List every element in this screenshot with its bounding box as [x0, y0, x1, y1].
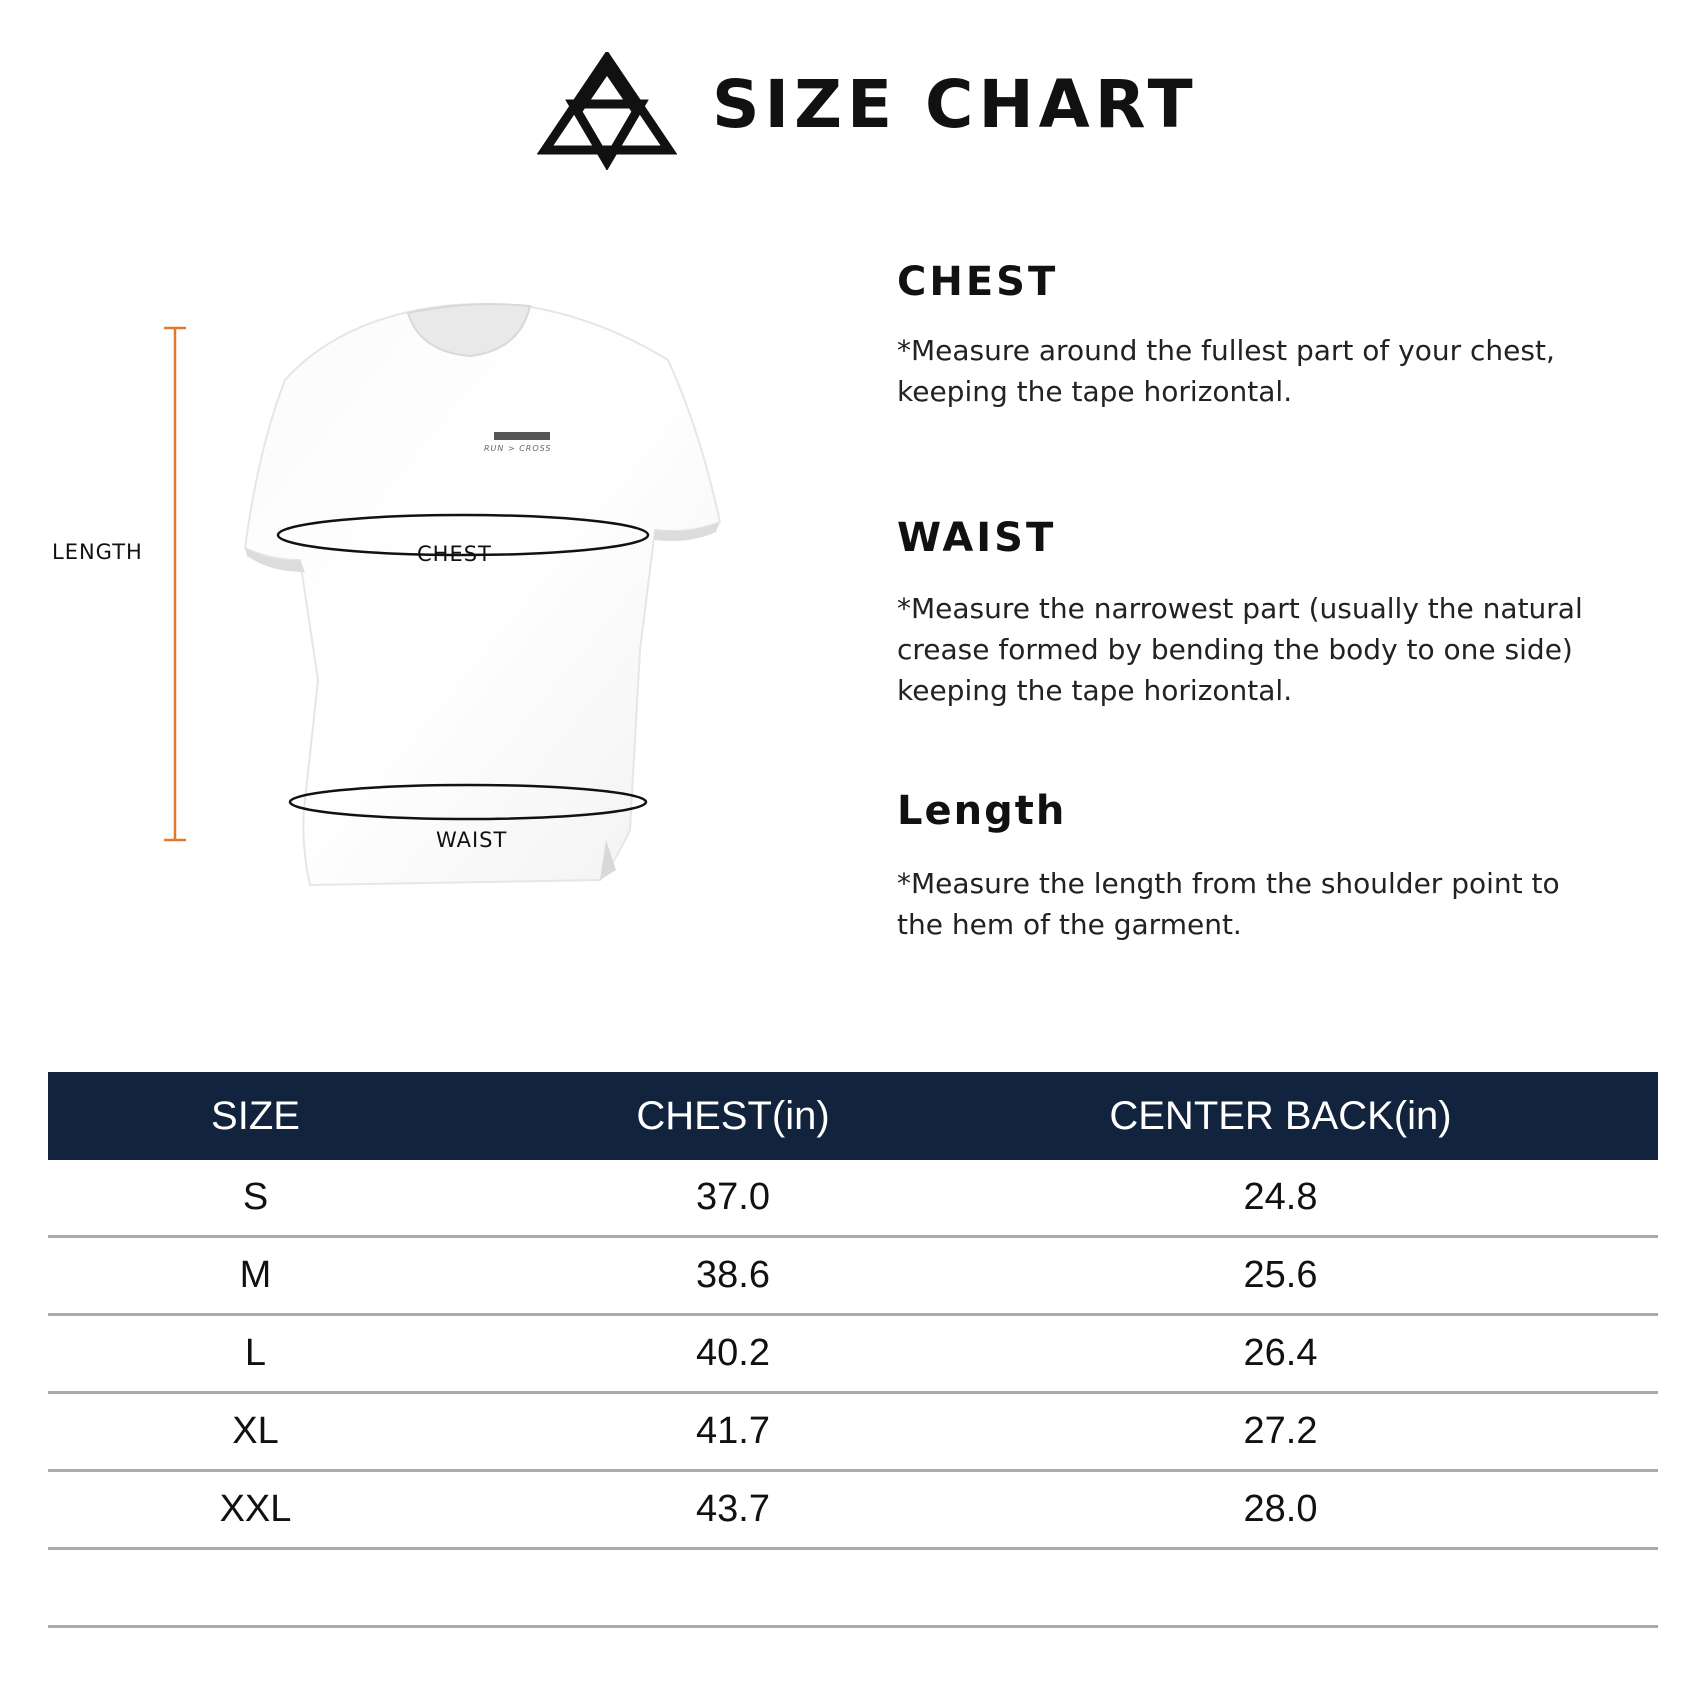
- table-empty-row: [48, 1550, 1658, 1628]
- size-table: [48, 1072, 1658, 1628]
- waist-guide: [897, 515, 1657, 711]
- chest-cell: 37.0: [696, 1176, 770, 1218]
- table-row: [48, 1394, 1658, 1472]
- length-instructions: *Measure the length from the shoulder point to the hem of the garment.: [897, 867, 1560, 941]
- size-cell: XXL: [219, 1488, 292, 1530]
- table-row: [48, 1160, 1658, 1238]
- shirt-print-text: RUN > CROSS: [484, 444, 552, 453]
- shirt-body: [245, 304, 720, 885]
- chest-cell: 43.7: [696, 1488, 770, 1530]
- column-header-chest: CHEST(in): [636, 1093, 830, 1138]
- length-label: LENGTH: [52, 540, 143, 564]
- length-measure-line: [164, 328, 186, 840]
- chest-label: CHEST: [417, 542, 492, 566]
- size-cell: S: [242, 1176, 269, 1218]
- length-heading: Length: [897, 788, 1067, 834]
- center-back-cell: 25.6: [1243, 1254, 1318, 1296]
- table-row: [48, 1316, 1658, 1394]
- chest-instructions: *Measure around the fullest part of your chest, keeping the tape horizontal.: [897, 334, 1555, 408]
- center-back-cell: 24.8: [1243, 1176, 1318, 1218]
- waist-label: WAIST: [436, 828, 508, 852]
- center-back-cell: 26.4: [1243, 1332, 1318, 1374]
- chest-print-graphic: [494, 432, 550, 440]
- column-header-size: SIZE: [211, 1093, 300, 1138]
- chest-heading: CHEST: [897, 259, 1059, 305]
- waist-heading: WAIST: [897, 515, 1057, 561]
- size-cell: M: [239, 1254, 272, 1296]
- size-cell: L: [244, 1332, 267, 1374]
- length-guide: [897, 788, 1657, 945]
- chest-cell: 38.6: [696, 1254, 770, 1296]
- table-header: [48, 1072, 1658, 1160]
- chest-cell: 41.7: [696, 1410, 770, 1452]
- column-header-center-back: CENTER BACK(in): [1109, 1093, 1452, 1138]
- chest-cell: 40.2: [696, 1332, 770, 1374]
- waist-instructions: *Measure the narrowest part (usually the natural crease formed by bending the body to one side) keeping the tape horizontal.: [897, 592, 1583, 707]
- shirt-illustration: [0, 0, 800, 930]
- center-back-cell: 28.0: [1243, 1488, 1318, 1530]
- chest-guide: [897, 259, 1657, 412]
- size-cell: XL: [232, 1410, 279, 1452]
- table-row: [48, 1472, 1658, 1550]
- center-back-cell: 27.2: [1243, 1410, 1318, 1452]
- page-title: SIZE CHART: [712, 66, 1198, 143]
- table-row: [48, 1238, 1658, 1316]
